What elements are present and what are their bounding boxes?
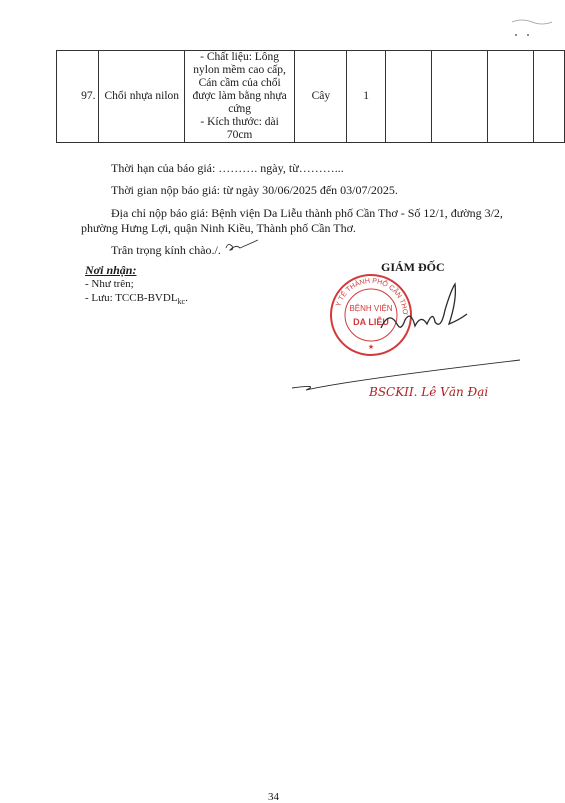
handwritten-signature <box>375 280 475 340</box>
item-description <box>185 51 295 143</box>
seal-center-line1: BỆNH VIỆN <box>349 304 393 313</box>
empty-cell <box>431 51 487 143</box>
director-name: BSCKII. Lê Văn Đại <box>369 385 489 399</box>
speck <box>527 34 529 36</box>
recipient-item: - Như trên; <box>85 278 134 290</box>
seal-center-line2: DA LIỄU <box>353 317 389 327</box>
item-name: Chổi nhựa nilon <box>99 51 185 143</box>
empty-cell <box>487 51 533 143</box>
initial-mark <box>222 238 262 254</box>
recipient-item: - Lưu: TCCB-$BVDL_{kc}$. <box>85 292 188 307</box>
items-table <box>56 50 565 143</box>
submission-address-line2: phường Hưng Lợi, quận Ninh Kiều, Thành phố Cần Thơ. <box>81 221 356 235</box>
desc-line: được làm bằng nhựa <box>192 90 287 102</box>
quote-validity-text: Thời hạn của báo giá: ………. ngày, từ………... <box>111 161 344 175</box>
recipients-title: Nơi nhận: <box>85 263 137 277</box>
desc-line: nylon mềm cao cấp, <box>193 64 286 76</box>
desc-line: cứng <box>228 103 252 115</box>
desc-line: - Chất liệu: Lông <box>200 51 280 63</box>
item-unit: Cây <box>295 51 347 143</box>
corner-scribble <box>510 14 555 44</box>
recipient-text: - Lưu: TCCB-BVDL <box>85 292 178 304</box>
table-row <box>57 51 565 143</box>
director-title: GIÁM ĐỐC <box>381 260 445 274</box>
speck <box>515 34 517 36</box>
svg-text:★: ★ <box>367 343 375 351</box>
empty-cell <box>533 51 564 143</box>
recipient-suffix: kc <box>177 297 186 307</box>
desc-line: Cán cầm của chổi <box>198 77 281 89</box>
item-quantity: 1 <box>347 51 385 143</box>
row-number: 97. <box>57 51 99 143</box>
desc-line: - Kích thước: dài <box>200 116 279 128</box>
submission-period-text: Thời gian nộp báo giá: từ ngày 30/06/2025 đến 03/07/2025. <box>111 183 398 197</box>
desc-line: 70cm <box>226 129 253 141</box>
closing-regards: Trân trọng kính chào./. <box>111 243 221 257</box>
seal-ring-text: Y TẾ THÀNH PHỐ CẦN THƠ <box>335 277 409 316</box>
page-number: 34 <box>268 791 279 803</box>
submission-address-line1: Địa chỉ nộp báo giá: Bệnh viện Da Liễu thành phố Cần Thơ - Số 12/1, đường 3/2, <box>111 206 503 220</box>
empty-cell <box>385 51 431 143</box>
